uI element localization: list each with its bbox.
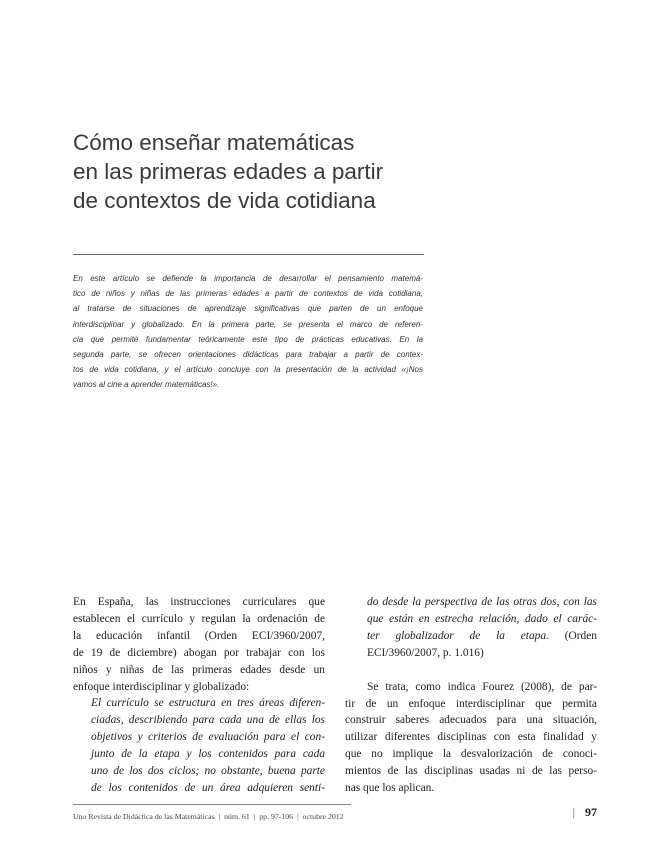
body-paragraph (345, 679, 597, 797)
body-column-left (73, 594, 325, 797)
body-line: enfoque interdisciplinar y globalizado: (73, 680, 250, 693)
quote-line: de los contenidos de un área adquieren senti- (91, 781, 325, 794)
body-line: Se trata, como indica Fourez (2008), de par- (367, 680, 597, 693)
abstract-line: cia que permite fundamentar teóricamente este tipo de prácticas educativas. En la (73, 334, 423, 344)
abstract (73, 271, 423, 393)
body-line: En España, las instrucciones curriculares que (73, 596, 325, 608)
footer-separator: | (297, 812, 299, 821)
body-line: utilizar diferentes disciplinas con esta finalidad y (345, 731, 597, 744)
abstract-line: En este artículo se defiende la importancia de desarrollar el pensamiento matemá- (73, 274, 423, 283)
article-title (73, 128, 433, 215)
body-line: la educación infantil (Orden ECI/3960/2007, (73, 629, 325, 642)
block-quote (73, 695, 325, 796)
body-line: tir de un enfoque interdisciplinar que permita (345, 697, 597, 710)
footer-separator: | (253, 812, 256, 821)
title-line: de contextos de vida cotidiana (73, 188, 376, 214)
body-line: que no implique la desvalorización de conoci- (345, 748, 597, 761)
paragraph-gap (345, 662, 597, 679)
journal-name: Uno Revista de Didáctica de las Matemáticas (73, 812, 215, 821)
body-line: construir saberes adecuados para una situación, (345, 714, 597, 727)
body-paragraph (73, 594, 325, 695)
page-number-block (573, 805, 597, 820)
block-quote-continued (345, 594, 597, 662)
quote-line: objetivos y criterios de evaluación para el con- (91, 731, 325, 744)
footer-separator: | (218, 812, 221, 821)
abstract-line: segunda parte, se ofrecen orientaciones didácticas para trabajar a partir de contex- (73, 350, 423, 360)
body-line: de 19 de diciembre) abogan por trabajar con los (73, 646, 325, 659)
abstract-line: tos de vida cotidiana, y el artículo concluye con la presentación de la actividad «¡Nos (73, 365, 423, 375)
abstract-line: vamos al cine a aprender matemáticas!». (73, 380, 220, 390)
quote-citation: (Orden (548, 629, 597, 642)
quote-line (367, 628, 597, 645)
quote-line: uno de los dos ciclos; no obstante, buena parte (91, 765, 325, 778)
quote-line: junto de la etapa y los contenidos para cada (91, 748, 325, 761)
title-line: Cómo enseñar matemáticas (73, 130, 355, 156)
issue-date: octubre 2012 (302, 812, 344, 821)
body-line: establecen el currículo y regulan la ordenación de (73, 612, 325, 625)
quote-line: El currículo se estructura en tres áreas diferen- (91, 697, 325, 710)
quote-citation-line: ECI/3960/2007, p. 1.016) (367, 646, 484, 659)
page-range: pp. 97-106 (259, 812, 294, 821)
title-line: en las primeras edades a partir (73, 159, 384, 185)
body-line: niños y niñas de las primeras edades desde un (73, 663, 325, 676)
body-column-right (345, 594, 597, 797)
quote-line: do desde la perspectiva de las otras dos, con las (367, 596, 597, 608)
issue-number: núm. 61 (224, 812, 250, 821)
running-footer (73, 812, 344, 821)
body-line: mientos de las disciplinas usadas ni de las perso- (345, 765, 597, 778)
page-number: 97 (585, 805, 597, 819)
title-divider (73, 254, 424, 255)
abstract-line: al tratarse de situaciones de aprendizaje significativas que parten de un enfoque (73, 304, 423, 314)
body-line: nas que los aplican. (345, 782, 435, 795)
abstract-line: interdisciplinar y globalizado. En la primera parte, se presenta el marco de referen- (73, 319, 423, 329)
page-number-separator: | (572, 805, 575, 819)
quote-line: que están en estrecha relación, dado el carác- (367, 612, 597, 625)
footer-divider (73, 804, 351, 805)
quote-line: ciadas, describiendo para cada una de ellas los (91, 714, 325, 727)
abstract-line: tico de niños y niñas de las primeras edades a partir de contextos de vida cotidiana, (73, 289, 423, 299)
quote-text: ter globalizador de la etapa. (367, 629, 549, 642)
